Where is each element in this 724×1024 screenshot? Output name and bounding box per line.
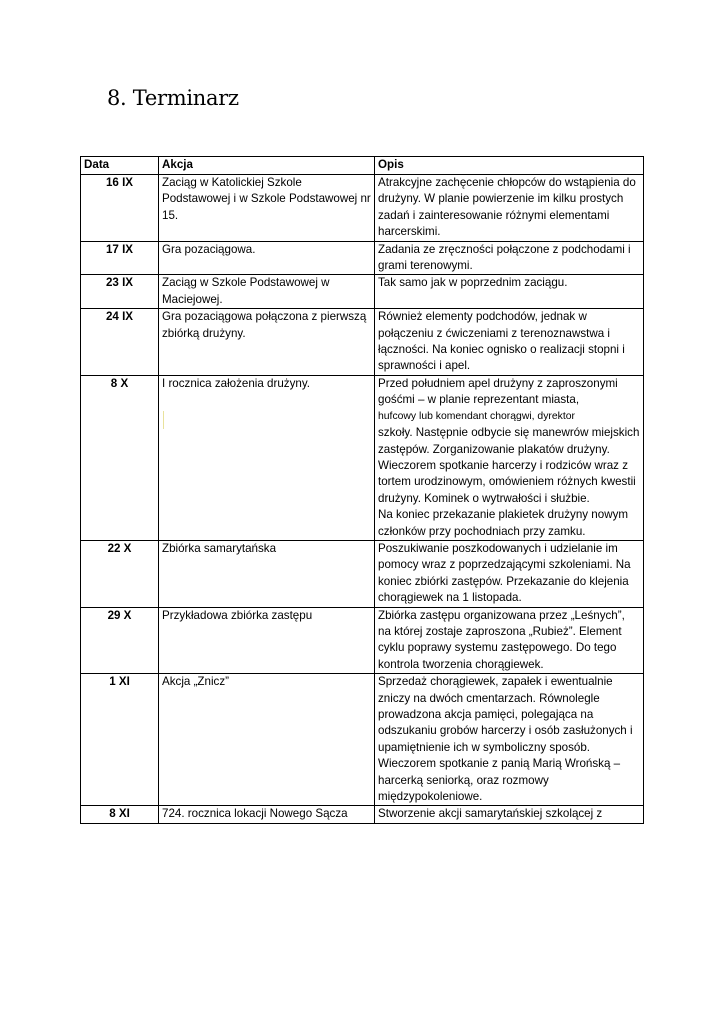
table-row <box>81 607 644 674</box>
description-text: Poszukiwanie poszkodowanych i udzielanie im pomocy wraz z poprzedzającymi szkoleniami. Na koniec zbiórki zastępów. Przekazanie do klejenia chorągiewek na 1 listopada. <box>378 541 631 605</box>
column-header-action: Akcja <box>159 157 375 175</box>
row-date: 22 X <box>81 540 159 607</box>
row-action: 724. rocznica lokacji Nowego Sącza <box>159 806 375 823</box>
description-text: Sprzedaż chorągiewek, zapałek i ewentualnie zniczy na dwóch cmentarzach. Równolegle prowadzona akcja pamięci, polegająca na odszukaniu grobów harcerzy i osób zasłużonych i upamiętnienie ich w symboliczny sposób. Wieczorem spotkanie z panią Marią Wrońską – harcerką seniorką, oraz rozmowy międzypokoleniowe. <box>378 675 633 804</box>
column-header-description: Opis <box>375 157 644 175</box>
row-description <box>375 175 644 242</box>
table-row <box>81 275 644 309</box>
row-date: 29 X <box>81 607 159 674</box>
row-date: 1 XI <box>81 674 159 806</box>
description-text: Zadania ze zręczności połączone z podchodami i grami terenowymi. <box>378 242 631 273</box>
table-row <box>81 674 644 806</box>
row-action: Zaciąg w Szkole Podstawowej w Maciejowej. <box>159 275 375 309</box>
highlight-mark <box>163 411 164 429</box>
table-header-row <box>81 157 644 175</box>
table-row <box>81 175 644 242</box>
row-date: 8 XI <box>81 806 159 823</box>
table-row <box>81 540 644 607</box>
description-text: gośćmi – w planie reprezentant miasta, <box>378 393 580 407</box>
description-text: Przed południem apel drużyny z zaproszonymi <box>378 376 618 390</box>
description-text: Zbiórka zastępu organizowana przez „Leśnych”, na której zostaje zaproszona „Rubież”. Element cyklu poprawy systemu zastępowego. Do tego kontrola tworzenia chorągiewek. <box>378 608 625 671</box>
row-date: 8 X <box>81 375 159 540</box>
row-description <box>375 309 644 376</box>
description-text: Na koniec przekazanie plakietek drużyny nowym członków przy pochodniach przy zamku. <box>378 508 629 538</box>
table-row <box>81 806 644 823</box>
row-description <box>375 241 644 275</box>
row-description <box>375 540 644 607</box>
description-text: Atrakcyjne zachęcenie chłopców do wstąpienia do drużyny. W planie powierzenie im kilku prostych zadań i zainteresowanie różnymi elementami harcerskimi. <box>378 176 636 239</box>
description-text-small: hufcowy lub komendant chorągwi, dyrektor <box>378 410 575 422</box>
row-date: 16 IX <box>81 175 159 242</box>
row-action: Przykładowa zbiórka zastępu <box>159 607 375 674</box>
description-text: Stworzenie akcji samarytańskiej szkolącej z <box>378 807 603 821</box>
row-description <box>375 375 644 540</box>
row-description <box>375 674 644 806</box>
row-action: Gra pozaciągowa. <box>159 241 375 275</box>
row-description <box>375 275 644 309</box>
schedule-table <box>80 156 644 824</box>
table-row <box>81 375 644 540</box>
row-description <box>375 806 644 823</box>
table-row <box>81 241 644 275</box>
column-header-date: Data <box>81 157 159 175</box>
row-date: 24 IX <box>81 309 159 376</box>
description-text: szkoły. Następnie odbycie się manewrów miejskich zastępów. Zorganizowanie plakatów drużyny. Wieczorem spotkanie harcerzy i rodziców wraz z tortem urodzinowym, omówieniem różnych kwestii drużyny. Kominek o wytrwałości i służbie. <box>378 426 640 505</box>
description-text: Tak samo jak w poprzednim zaciągu. <box>378 276 568 290</box>
row-description <box>375 607 644 674</box>
description-text: Również elementy podchodów, jednak w połączeniu z ćwiczeniami z terenoznawstwa i łączności. Na koniec ognisko o realizacji stopni i sprawności i apel. <box>378 310 625 373</box>
row-date: 23 IX <box>81 275 159 309</box>
row-date: 17 IX <box>81 241 159 275</box>
row-action: I rocznica założenia drużyny. <box>159 375 375 540</box>
row-action: Zaciąg w Katolickiej Szkole Podstawowej i w Szkole Podstawowej nr 15. <box>159 175 375 242</box>
row-action: Akcja „Znicz” <box>159 674 375 806</box>
table-row <box>81 309 644 376</box>
page-title: 8. Terminarz <box>107 86 239 110</box>
row-action: Gra pozaciągowa połączona z pierwszą zbiórką drużyny. <box>159 309 375 376</box>
row-action: Zbiórka samarytańska <box>159 540 375 607</box>
